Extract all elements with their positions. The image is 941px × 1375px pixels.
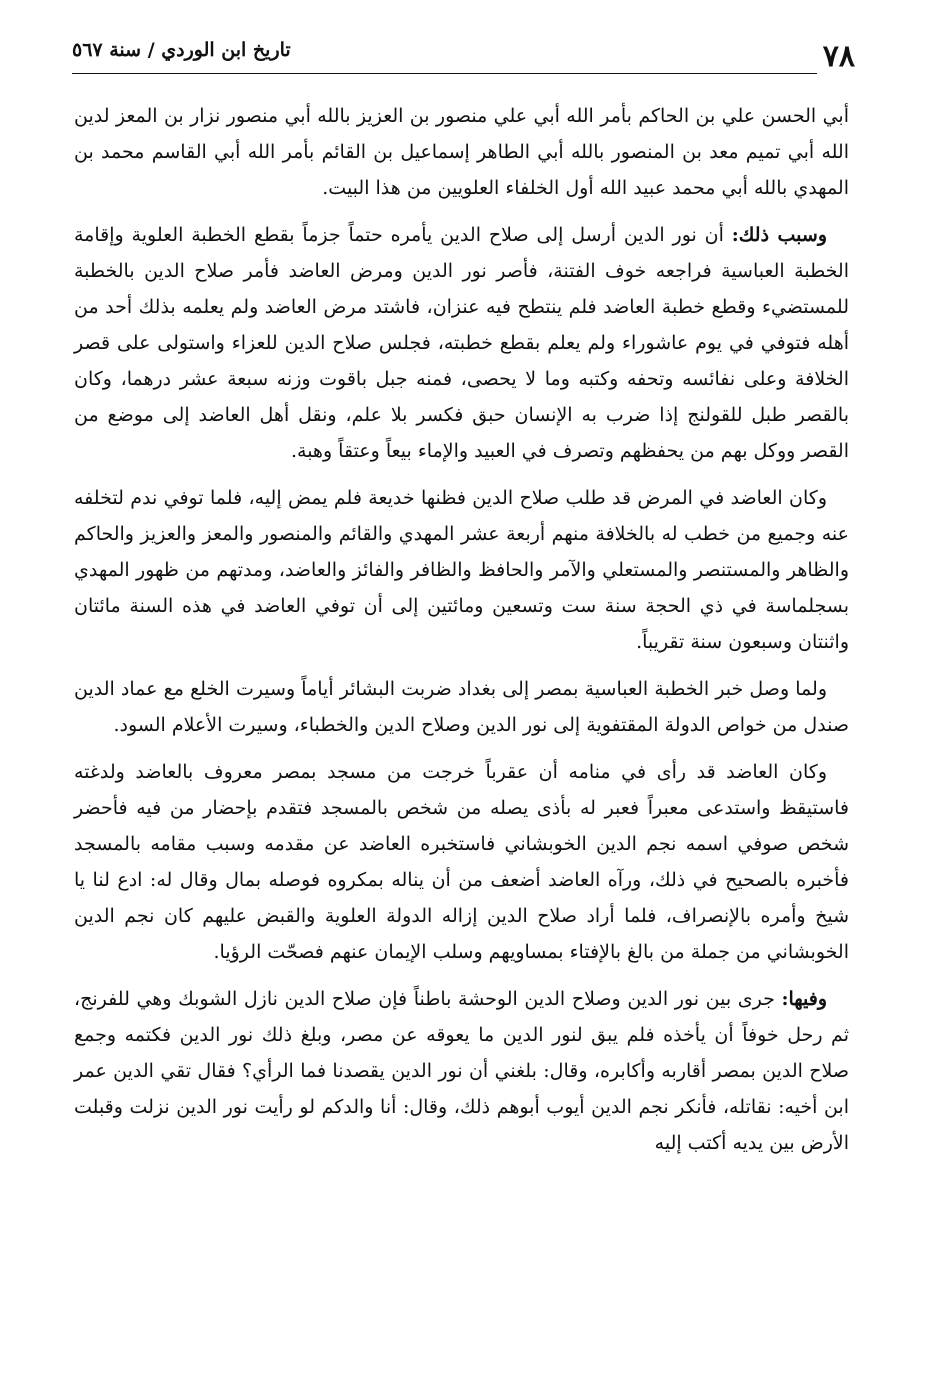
- paragraph-text: وكان العاضد قد رأى في منامه أن عقرباً خرجت من مسجد بمصر معروف بالعاضد ولدغته فاستيقظ واستدعى معبراً فعبر له بأذى يصله من شخص بالمسجد فتقدم بإحضار من فيه فأحضر شخص صوفي اسمه نجم الدين الخوبشاني فاستخبره العاضد عن مقدمه وسبب مقامه بالمسجد فأخبره بالصحيح في ذلك، ورآه العاضد أضعف من أن يناله بمكروه فوصله بمال وقال له: ادع لنا يا شيخ وأمره بالإنصراف، فلما أراد صلاح الدين إزاله الدولة العلوية والقبض عليهم كان نجم الدين الخوبشاني من جملة من بالغ بالإفتاء بمساويهم وسلب الإيمان عنهم فصحّت الرؤيا.: [74, 761, 849, 963]
- paragraph-text: أن نور الدين أرسل إلى صلاح الدين يأمره حتماً جزماً بقطع الخطبة العلوية وإقامة الخطبة العباسية فراجعه خوف الفتنة، فأصر نور الدين ومرض العاضد فأمر صلاح الدين بالخطبة للمستضيء وقطع خطبة العاضد فلم ينتطح فيه عنزان، فاشتد مرض العاضد ولم يعلمه بذلك أحد من أهله فتوفي في يوم عاشوراء ولم يعلم بقطع خطبته، فجلس صلاح الدين للعزاء واستولى على قصر الخلافة وعلى نفائسه وتحفه وكتبه وما لا يحصى، فمنه جبل باقوت وزنه سبعة عشر درهما، وكان بالقصر طبل للقولنج إذا ضرب به الإنسان حبق فكسر بلا علم، ونقل أهل العاضد إلى موضع من القصر ووكل بهم من يحفظهم وتصرف في العبيد والإماء بيعاً وعتقاً وهبة.: [74, 224, 849, 462]
- page-header: [72, 34, 855, 78]
- paragraph-reason: [74, 217, 849, 469]
- paragraph-lead: وفيها:: [781, 988, 827, 1010]
- paragraph-baghdad: [74, 671, 849, 743]
- paragraph-text: جرى بين نور الدين وصلاح الدين الوحشة باطناً فإن صلاح الدين نازل الشوبك وهي للفرنج، ثم رحل خوفاً أن يأخذه فلم يبق لنور الدين ما يعوقه عن مصر، وبلغ ذلك نور الدين فكتمه وجمع صلاح الدين بمصر أقاربه وأكابره، وقال: بلغني أن نور الدين يقصدنا فما الرأي؟ فقال تقي الدين عمر ابن أخيه: نقاتله، فأنكر نجم الدين أيوب أبوهم ذلك، وقال: أنا والدكم لو رأيت نور الدين نزلت وقبلت الأرض بين يديه أكتب إليه: [74, 988, 849, 1154]
- paragraph-dream: [74, 754, 849, 970]
- header-rule: [72, 73, 855, 75]
- body-text: [74, 98, 849, 1172]
- page-number: ٧٨: [817, 40, 855, 74]
- paragraph-caliphs: [74, 480, 849, 660]
- paragraph-estrangement: [74, 981, 849, 1161]
- paragraph-text: ولما وصل خبر الخطبة العباسية بمصر إلى بغداد ضربت البشائر أياماً وسيرت الخلع مع عماد الدين صندل من خواص الدولة المقتفوية إلى نور الدين وصلاح الدين والخطباء، وسيرت الأعلام السود.: [74, 678, 849, 736]
- paragraph-lead: وسبب ذلك:: [731, 224, 827, 246]
- paragraph-text: أبي الحسن علي بن الحاكم بأمر الله أبي علي منصور بن العزيز بالله أبي منصور نزار بن المعز لدين الله أبي تميم معد بن المنصور بالله أبي الطاهر إسماعيل بن القائم بأمر الله أبي القاسم محمد بن المهدي بالله أبي محمد عبيد الله أول الخلفاء العلويين من هذا البيت.: [74, 105, 849, 199]
- running-title: تاريخ ابن الوردي / سنة ٥٦٧: [72, 36, 301, 64]
- paragraph-text: وكان العاضد في المرض قد طلب صلاح الدين فظنها خديعة فلم يمض إليه، فلما توفي ندم لتخلفه عنه وجميع من خطب له بالخلافة منهم أربعة عشر المهدي والقائم والمنصور والمعز والعزيز والحاكم والظاهر والمستنصر والمستعلي والآمر والحافظ والظافر والفائز والعاضد، ومدتهم من ظهور المهدي بسجلماسة في ذي الحجة سنة ست وتسعين ومائتين إلى أن توفي العاضد في هذه السنة مائتان واثنتان وسبعون سنة تقريباً.: [74, 487, 849, 653]
- paragraph-lineage: [74, 98, 849, 206]
